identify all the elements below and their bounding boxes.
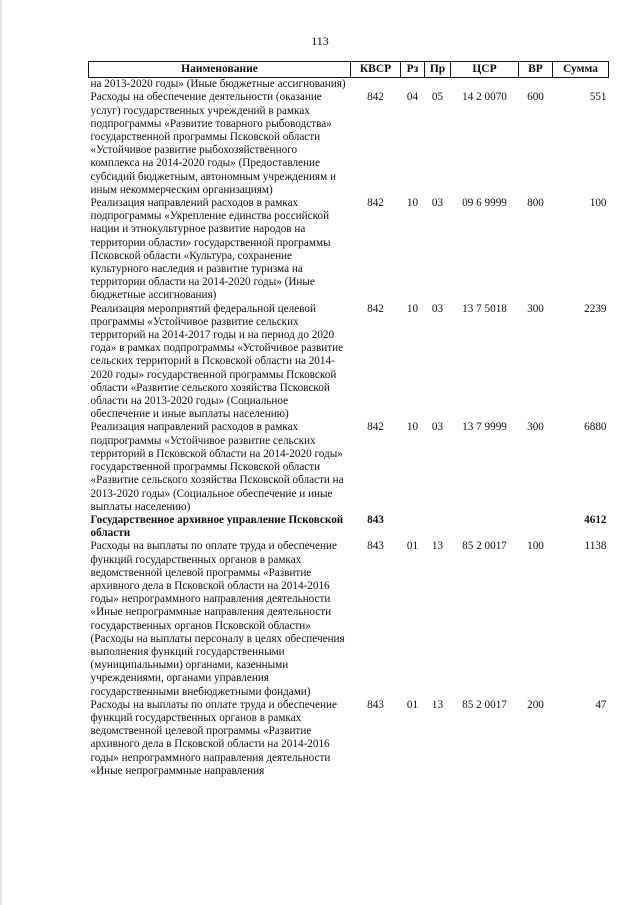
header-pr: Пр <box>425 62 451 78</box>
cell-kvsr: 842 <box>367 91 384 104</box>
cell-kvsr: 843 <box>367 540 384 553</box>
cell-name: Расходы на обеспечение деятельности (оказание услуг) государственных учреждений в рамках подпрограммы «Развитие товарного рыбоводства» государственной программы Псковской области «Устойчивое развитие рыбохозяйственного комплекса на 2014-2020 годы» (Предоставление субсидий бюджетным, автономным учреждениям и иным некоммерческим организациям) <box>90 91 336 196</box>
header-sum: Сумма <box>553 62 609 78</box>
cell-rz: 01 <box>406 540 419 553</box>
cell-pr: 13 <box>431 540 444 553</box>
cell-name: Реализация направлений расходов в рамках подпрограммы «Укрепление единства российской нации и этнокультурное развитие народов на территории области» государственной программы Псковской области «Культура, сохранение культурного наследия и развитие туризма на территории области на 2014-2020 годы» (Иные бюджетные ассигнования) <box>90 197 331 302</box>
header-name: Наименование <box>89 62 351 78</box>
cell-sum <box>553 78 609 92</box>
cell-name: на 2013-2020 годы» (Иные бюджетные ассигнования) <box>90 78 346 91</box>
cell-name: Государственное архивное управление Псковской области <box>90 513 344 540</box>
cell-rz: 10 <box>406 421 419 434</box>
cell-kvsr: 842 <box>367 197 384 210</box>
cell-name: Реализация направлений расходов в рамках подпрограммы «Устойчивое развитие сельских территорий в Псковской области на 2014-2020 годы» государственной программы Псковской области «Развитие сельского хозяйства Псковской области на 2013-2020 годы» (Социальное обеспечение и иные выплаты населению) <box>90 421 344 513</box>
header-vr: ВР <box>519 62 553 78</box>
cell-kvsr: 842 <box>367 421 384 434</box>
scan-edge <box>0 0 2 905</box>
cell-csr: 13 7 9999 <box>462 421 507 434</box>
cell-vr: 800 <box>527 197 544 210</box>
cell-csr: 85 2 0017 <box>462 540 507 553</box>
cell-vr: 100 <box>527 540 544 553</box>
budget-table <box>88 61 609 778</box>
table-row <box>89 303 609 422</box>
cell-pr <box>425 78 451 92</box>
cell-kvsr: 843 <box>367 513 384 526</box>
cell-rz: 04 <box>406 91 419 104</box>
table-row <box>89 699 609 778</box>
cell-rz: 01 <box>406 698 419 711</box>
cell-pr: 05 <box>431 91 444 104</box>
table-row <box>89 78 609 92</box>
header-rz: Рз <box>401 62 425 78</box>
cell-rz: 10 <box>406 302 419 315</box>
table-row <box>89 421 609 513</box>
cell-csr: 85 2 0017 <box>462 698 507 711</box>
cell-sum: 4612 <box>584 513 607 526</box>
cell-sum: 47 <box>595 698 607 711</box>
cell-vr: 300 <box>527 302 544 315</box>
page-number: 113 <box>311 34 329 48</box>
cell-sum: 551 <box>589 91 607 104</box>
header-kvsr: КВСР <box>351 62 401 78</box>
cell-sum: 2239 <box>584 302 607 315</box>
cell-csr: 14 2 0070 <box>462 91 507 104</box>
cell-rz <box>401 78 425 92</box>
header-csr: ЦСР <box>451 62 519 78</box>
table-row <box>89 514 609 540</box>
cell-sum: 100 <box>589 197 607 210</box>
cell-pr: 13 <box>431 698 444 711</box>
cell-vr: 600 <box>527 91 544 104</box>
cell-csr <box>451 78 519 92</box>
cell-csr: 09 6 9999 <box>462 197 507 210</box>
cell-rz <box>401 514 425 540</box>
cell-pr: 03 <box>431 302 444 315</box>
cell-csr: 13 7 5018 <box>462 302 507 315</box>
table-row <box>89 197 609 303</box>
cell-name: Реализация мероприятий федеральной целевой программы «Устойчивое развитие сельских территорий на 2014-2017 годы и на период до 2020 года» в рамках подпрограммы «Устойчивое развитие сельских территорий в Псковской области на 2014-2020 годы» государственной программы Псковской области «Развитие сельского хозяйства Псковской области на 2013-2020 годы» (Социальное обеспечение и иные выплаты населению) <box>90 302 344 421</box>
table-header-row <box>89 62 609 78</box>
cell-sum: 1138 <box>584 540 607 553</box>
cell-vr <box>519 514 553 540</box>
cell-pr <box>425 514 451 540</box>
cell-sum: 6880 <box>584 421 607 434</box>
cell-pr: 03 <box>431 421 444 434</box>
cell-kvsr <box>351 78 401 92</box>
table-row <box>89 540 609 698</box>
cell-kvsr: 843 <box>367 698 384 711</box>
cell-kvsr: 842 <box>367 302 384 315</box>
cell-name: Расходы на выплаты по оплате труда и обеспечение функций государственных органов в рамках ведомственной целевой программы «Развитие архивного дела в Псковской области на 2014-2016 годы» непрограммного направления деятельности «Иные непрограммные направления деятельности государственных органов Псковской области» (Расходы на выплаты персоналу в целях обеспечения выполнения функций государственными (муниципальными) органами, казенными учреждениями, органами управления государственными внебюджетными фондами) <box>90 540 345 698</box>
cell-name: Расходы на выплаты по оплате труда и обеспечение функций государственных органов в рамках ведомственной целевой программы «Развитие архивного дела в Псковской области на 2014-2016 годы» непрограммного направления деятельности «Иные непрограммные направления <box>90 698 337 777</box>
cell-vr <box>519 78 553 92</box>
table-row <box>89 91 609 197</box>
cell-pr: 03 <box>431 197 444 210</box>
cell-csr <box>451 514 519 540</box>
cell-vr: 300 <box>527 421 544 434</box>
cell-vr: 200 <box>527 698 544 711</box>
cell-rz: 10 <box>406 197 419 210</box>
